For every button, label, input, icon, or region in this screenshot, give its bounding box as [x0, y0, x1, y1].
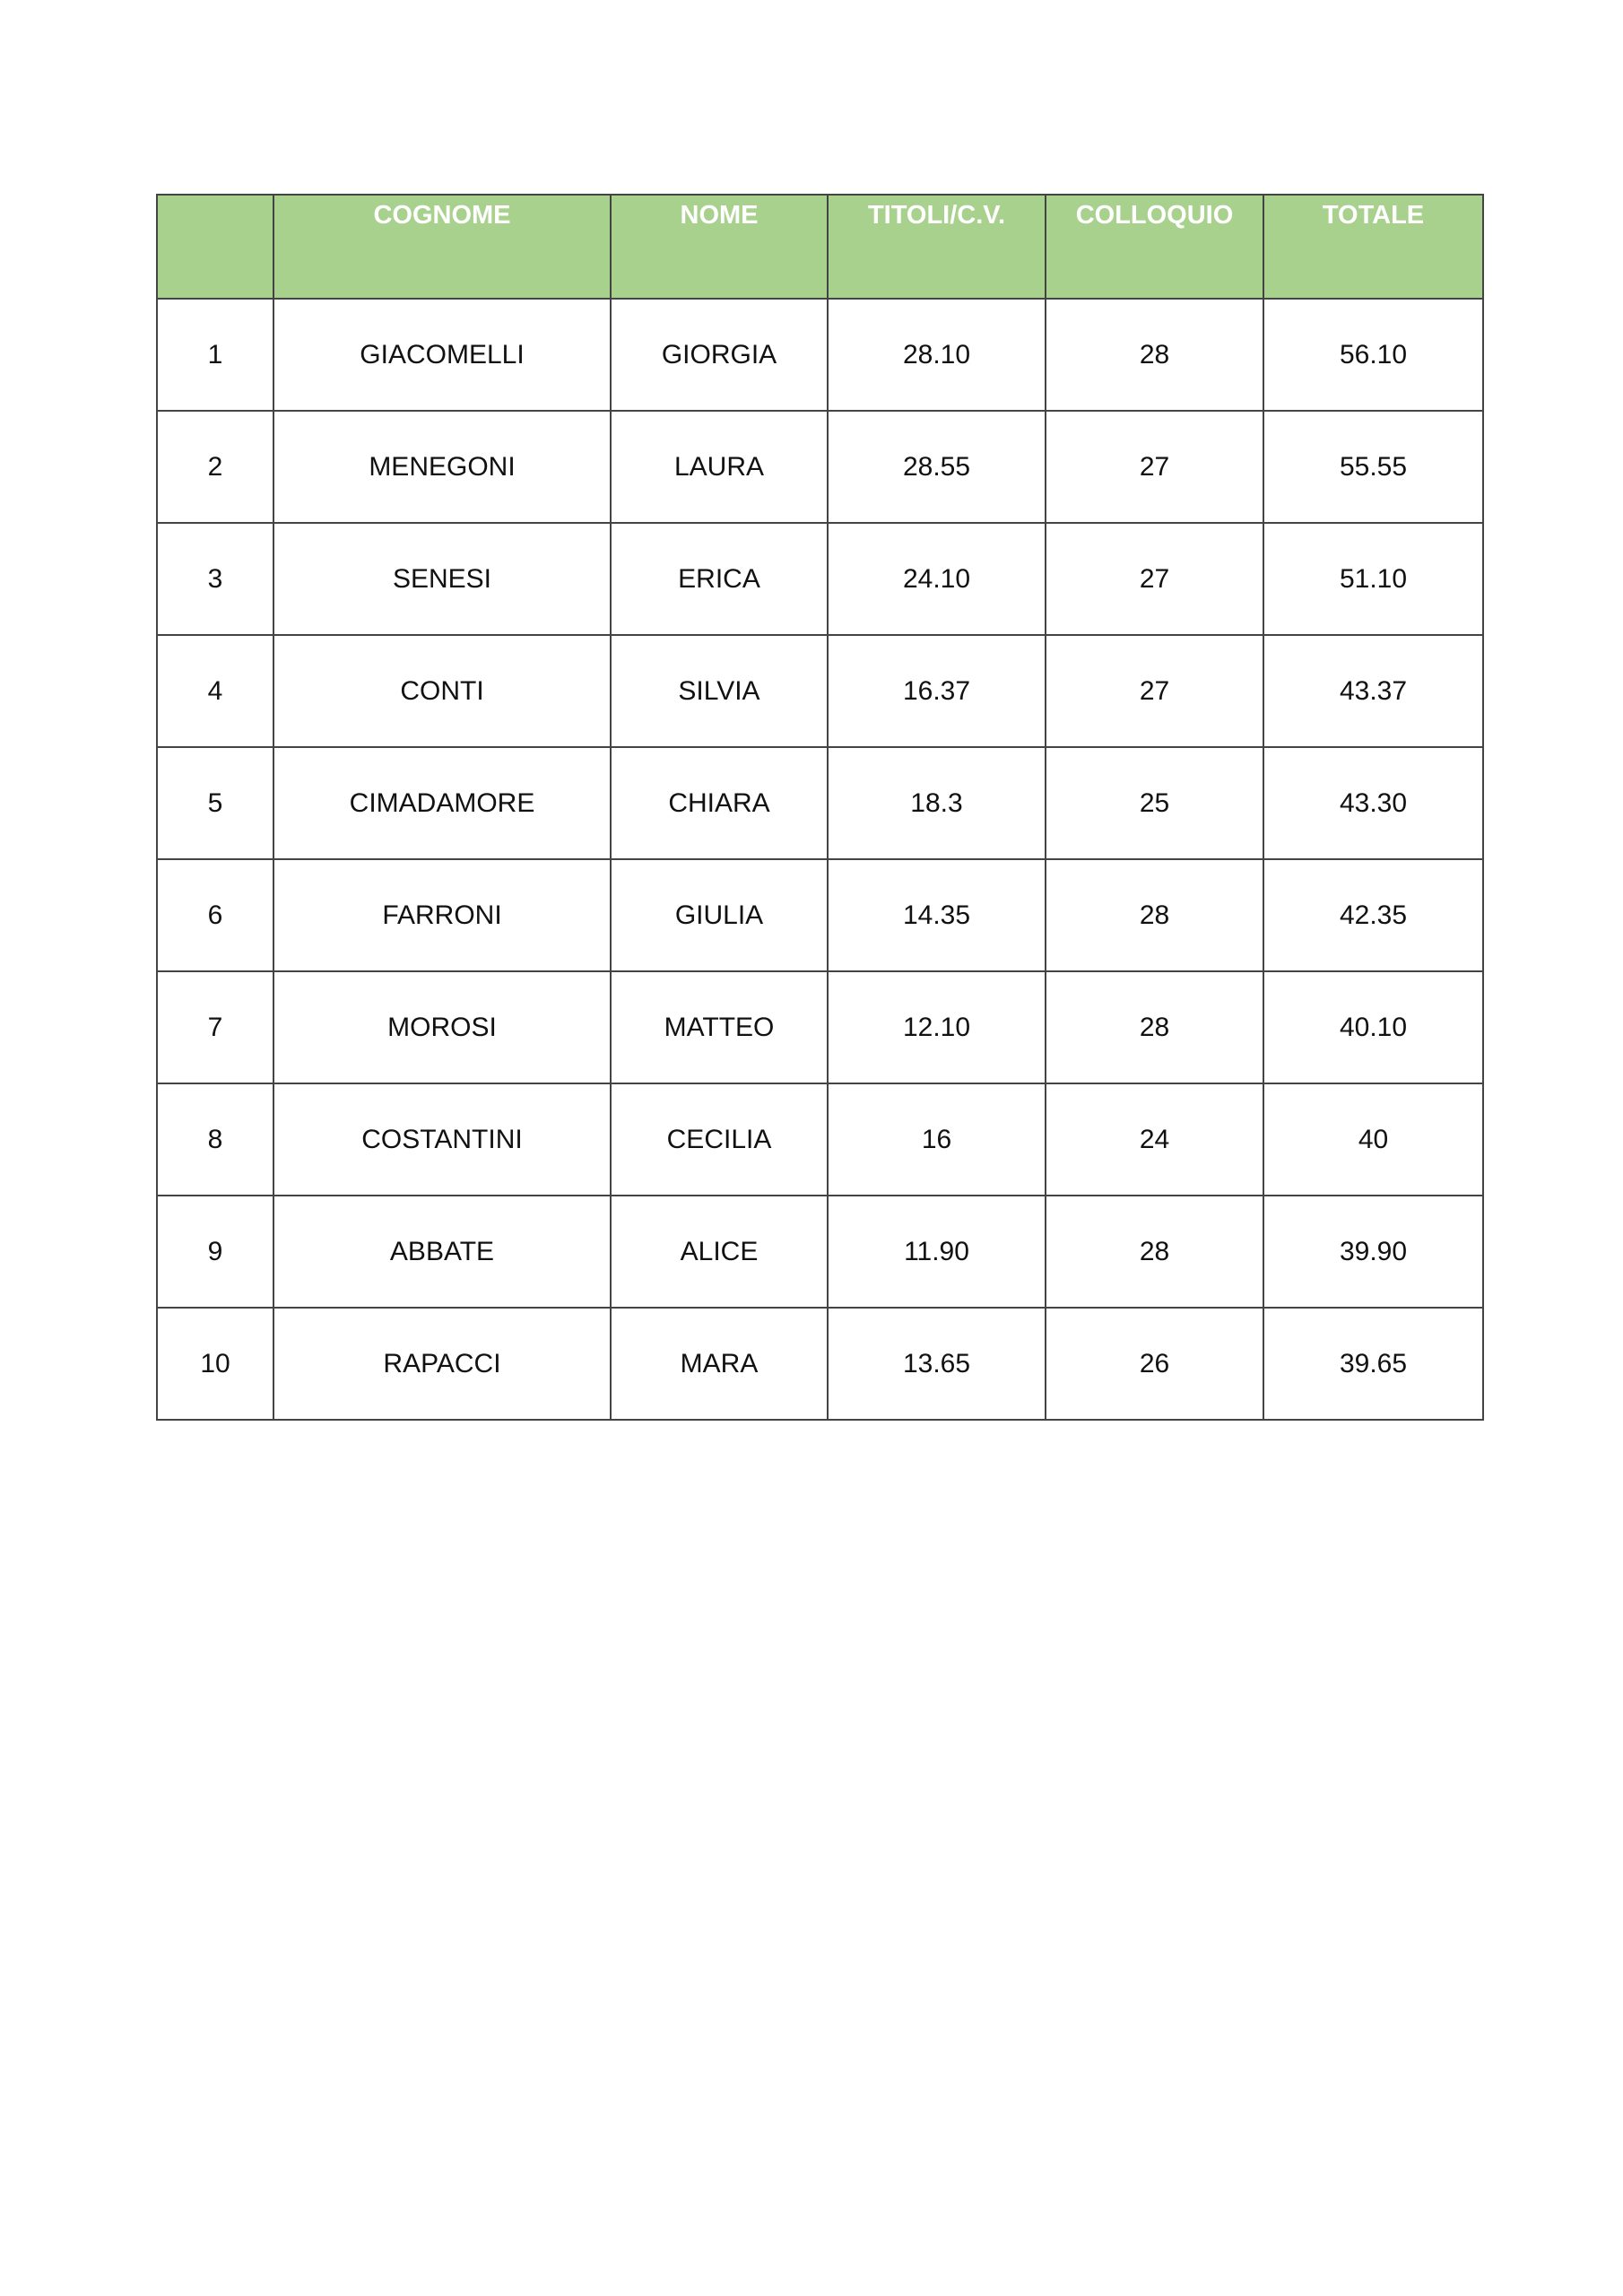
cell-nome: ALICE: [611, 1196, 828, 1308]
cell-titoli: 14.35: [828, 859, 1046, 971]
cell-titoli: 11.90: [828, 1196, 1046, 1308]
cell-colloquio: 27: [1046, 523, 1263, 635]
cell-totale: 42.35: [1263, 859, 1483, 971]
table-header-row: [157, 195, 1483, 299]
cell-titoli: 16.37: [828, 635, 1046, 747]
cell-nome: CHIARA: [611, 747, 828, 859]
cell-cognome: RAPACCI: [273, 1308, 611, 1420]
cell-nome: GIORGIA: [611, 299, 828, 411]
cell-nome: CECILIA: [611, 1083, 828, 1196]
cell-cognome: CIMADAMORE: [273, 747, 611, 859]
cell-rank: 3: [157, 523, 273, 635]
cell-colloquio: 27: [1046, 635, 1263, 747]
cell-rank: 6: [157, 859, 273, 971]
cell-nome: GIULIA: [611, 859, 828, 971]
cell-cognome: FARRONI: [273, 859, 611, 971]
cell-titoli: 24.10: [828, 523, 1046, 635]
cell-cognome: MENEGONI: [273, 411, 611, 523]
cell-totale: 39.65: [1263, 1308, 1483, 1420]
cell-titoli: 12.10: [828, 971, 1046, 1083]
table-row: [157, 971, 1483, 1083]
cell-rank: 2: [157, 411, 273, 523]
cell-cognome: SENESI: [273, 523, 611, 635]
table-row: [157, 299, 1483, 411]
cell-totale: 43.37: [1263, 635, 1483, 747]
cell-rank: 4: [157, 635, 273, 747]
cell-nome: MARA: [611, 1308, 828, 1420]
header-titoli: TITOLI/C.V.: [828, 195, 1046, 299]
cell-cognome: COSTANTINI: [273, 1083, 611, 1196]
table-row: [157, 859, 1483, 971]
table-row: [157, 1083, 1483, 1196]
cell-totale: 39.90: [1263, 1196, 1483, 1308]
cell-totale: 40: [1263, 1083, 1483, 1196]
header-nome: NOME: [611, 195, 828, 299]
cell-titoli: 28.55: [828, 411, 1046, 523]
cell-totale: 56.10: [1263, 299, 1483, 411]
table-row: [157, 411, 1483, 523]
cell-rank: 10: [157, 1308, 273, 1420]
cell-titoli: 28.10: [828, 299, 1046, 411]
header-totale: TOTALE: [1263, 195, 1483, 299]
table-row: [157, 523, 1483, 635]
ranking-table: [156, 194, 1484, 1421]
cell-colloquio: 25: [1046, 747, 1263, 859]
cell-rank: 5: [157, 747, 273, 859]
cell-colloquio: 24: [1046, 1083, 1263, 1196]
table-row: [157, 747, 1483, 859]
cell-titoli: 16: [828, 1083, 1046, 1196]
cell-totale: 40.10: [1263, 971, 1483, 1083]
cell-colloquio: 28: [1046, 859, 1263, 971]
header-colloquio: COLLOQUIO: [1046, 195, 1263, 299]
cell-cognome: MOROSI: [273, 971, 611, 1083]
cell-rank: 8: [157, 1083, 273, 1196]
cell-rank: 1: [157, 299, 273, 411]
cell-totale: 43.30: [1263, 747, 1483, 859]
header-cognome: COGNOME: [273, 195, 611, 299]
table-row: [157, 1196, 1483, 1308]
cell-nome: MATTEO: [611, 971, 828, 1083]
cell-rank: 7: [157, 971, 273, 1083]
cell-nome: SILVIA: [611, 635, 828, 747]
cell-colloquio: 27: [1046, 411, 1263, 523]
cell-cognome: ABBATE: [273, 1196, 611, 1308]
cell-nome: ERICA: [611, 523, 828, 635]
cell-colloquio: 28: [1046, 1196, 1263, 1308]
cell-colloquio: 28: [1046, 299, 1263, 411]
table-row: [157, 635, 1483, 747]
cell-totale: 55.55: [1263, 411, 1483, 523]
header-rank: [157, 195, 273, 299]
table-row: [157, 1308, 1483, 1420]
cell-colloquio: 28: [1046, 971, 1263, 1083]
cell-rank: 9: [157, 1196, 273, 1308]
cell-titoli: 18.3: [828, 747, 1046, 859]
cell-totale: 51.10: [1263, 523, 1483, 635]
cell-cognome: CONTI: [273, 635, 611, 747]
cell-cognome: GIACOMELLI: [273, 299, 611, 411]
cell-nome: LAURA: [611, 411, 828, 523]
cell-colloquio: 26: [1046, 1308, 1263, 1420]
cell-titoli: 13.65: [828, 1308, 1046, 1420]
